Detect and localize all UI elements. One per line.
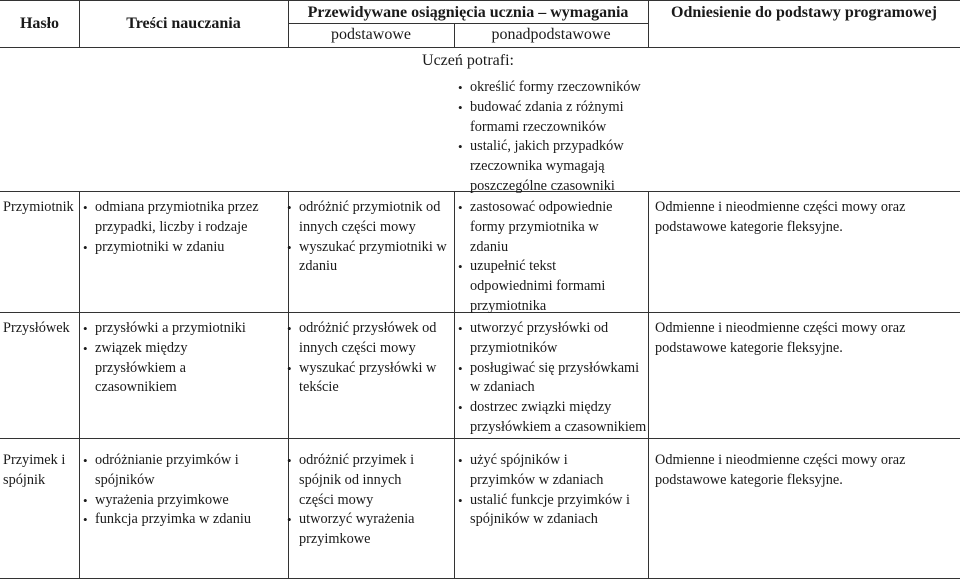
row-haslo: Przysłówek bbox=[3, 320, 70, 336]
list-item: • wyrażenia przyimkowe bbox=[83, 491, 283, 511]
list-item: • użyć spójników i przyimków w zdaniach bbox=[458, 451, 620, 491]
list-item: • związek między przysłówkiem a czasownikiem bbox=[83, 339, 205, 398]
header-subdivider bbox=[288, 23, 648, 24]
list-item: • przysłówki a przymiotniki bbox=[83, 319, 283, 339]
row-odniesienie: Odmienne i nieodmienne części mowy oraz podstawowe kategorie fleksyjne. bbox=[655, 199, 906, 235]
row-podstawowe bbox=[287, 319, 447, 398]
table-border-top bbox=[0, 0, 960, 1]
list-item: • utworzyć przysłówki od przymiotników bbox=[458, 319, 630, 359]
header-odniesienie: Odniesienie do podstawy programowej bbox=[671, 4, 937, 21]
list-item: • określić formy rzeczowników bbox=[458, 78, 644, 98]
header-tresci: Treści nauczania bbox=[126, 15, 241, 32]
row-tresci bbox=[83, 319, 283, 398]
row-haslo: Przyimek i spójnik bbox=[3, 452, 66, 488]
list-item: • dostrzec związki między przysłówkiem a czasownikiem bbox=[458, 398, 648, 438]
col-divider bbox=[648, 191, 649, 578]
list-item: • odróżnić przymiotnik od innych części mowy bbox=[287, 198, 447, 238]
list-item: • odróżnić przysłówek od innych części mowy bbox=[287, 319, 447, 359]
row-ponadpodstawowe bbox=[458, 198, 630, 317]
row-ponadpodstawowe bbox=[458, 451, 648, 530]
list-item: • uzupełnić tekst odpowiednimi formami przymiotnika bbox=[458, 257, 630, 316]
header-rule bbox=[0, 47, 960, 48]
table-border-bottom bbox=[0, 578, 960, 579]
list-item: • posługiwać się przysłówkami w zdaniach bbox=[458, 359, 648, 399]
list-item: • odróżnić przyimek i spójnik od innych części mowy bbox=[287, 451, 427, 510]
row-odniesienie: Odmienne i nieodmienne części mowy oraz podstawowe kategorie fleksyjne. bbox=[655, 452, 906, 488]
list-item: • wyszukać przysłówki w tekście bbox=[287, 359, 447, 399]
header-ponadpodstawowe: ponadpodstawowe bbox=[491, 26, 611, 43]
header-haslo: Hasło bbox=[19, 15, 60, 32]
col-divider bbox=[454, 191, 455, 578]
list-item: • funkcja przyimka w zdaniu bbox=[83, 510, 283, 530]
list-item: • ustalić funkcje przyimków i spójników w zdaniach bbox=[458, 491, 645, 531]
row-ponadpodstawowe bbox=[458, 319, 648, 438]
row-tresci bbox=[83, 451, 283, 530]
header-przewidywane: Przewidywane osiągnięcia ucznia – wymagania bbox=[307, 4, 629, 21]
row-podstawowe bbox=[287, 451, 447, 550]
list-item: • przymiotniki w zdaniu bbox=[83, 238, 283, 258]
list-item: • utworzyć wyrażenia przyimkowe bbox=[287, 510, 427, 550]
col-divider bbox=[79, 191, 80, 578]
row-tresci bbox=[83, 198, 283, 257]
list-item: • wyszukać przymiotniki w zdaniu bbox=[287, 238, 447, 278]
list-item: • ustalić, jakich przypadków rzeczownika wymagają poszczególne czasowniki bbox=[458, 137, 644, 196]
list-item: • odmiana przymiotnika przez przypadki, liczby i rodzaje bbox=[83, 198, 283, 238]
row-podstawowe bbox=[287, 198, 447, 277]
list-item: • budować zdania z różnymi formami rzeczowników bbox=[458, 98, 644, 138]
top-ponad-list bbox=[458, 78, 644, 197]
list-item: • zastosować odpowiednie formy przymiotnika w zdaniu bbox=[458, 198, 630, 257]
row-divider bbox=[0, 438, 960, 439]
header-podstawowe: podstawowe bbox=[331, 26, 411, 43]
uczen-potrafi-label: Uczeń potrafi: bbox=[422, 52, 514, 69]
list-item: • odróżnianie przyimków i spójników bbox=[83, 451, 255, 491]
row-odniesienie: Odmienne i nieodmienne części mowy oraz podstawowe kategorie fleksyjne. bbox=[655, 320, 906, 356]
row-haslo: Przymiotnik bbox=[3, 199, 74, 215]
